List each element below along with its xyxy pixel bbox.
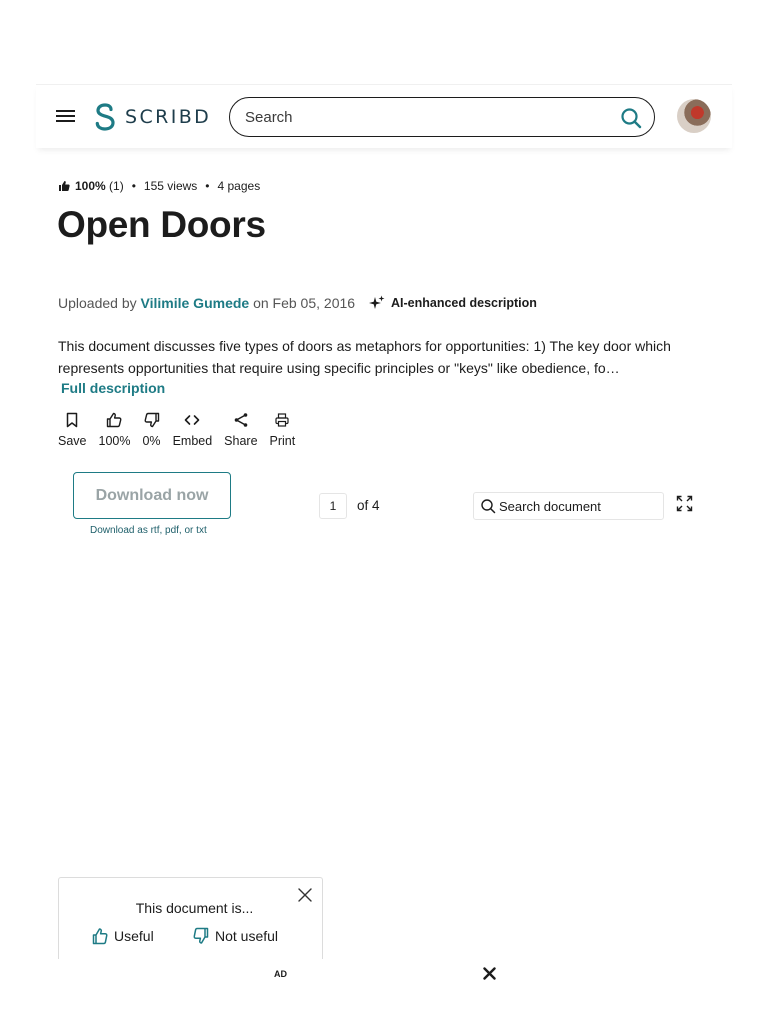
upload-date: on Feb 05, 2016 [253, 295, 356, 311]
dislike-percent: 0% [142, 434, 161, 448]
not-useful-label: Not useful [215, 928, 279, 944]
search-icon [480, 498, 496, 514]
page-number-input[interactable] [319, 493, 347, 519]
ai-description-toggle[interactable] [369, 295, 537, 311]
like-button[interactable] [99, 412, 131, 448]
ai-description-label: AI-enhanced description [391, 296, 537, 310]
site-search [229, 97, 655, 137]
scribd-logo[interactable] [94, 101, 211, 133]
sparkle-icon [369, 295, 385, 311]
not-useful-button[interactable] [193, 927, 278, 945]
dislike-button[interactable] [142, 412, 160, 448]
ad-label: AD [274, 969, 287, 979]
close-icon[interactable] [483, 967, 496, 980]
useful-label: Useful [114, 928, 154, 944]
rating-count: (1) [109, 179, 124, 193]
page-count: 4 pages [217, 179, 261, 193]
thumbs-down-outline-icon [144, 412, 160, 428]
brand-name: SCRIBD [125, 106, 212, 128]
download-formats: Download as rtf, pdf, or txt [90, 525, 207, 536]
full-description-link[interactable]: Full description [61, 380, 166, 396]
print-button[interactable] [270, 412, 296, 448]
useful-button[interactable] [92, 927, 154, 945]
user-avatar[interactable] [677, 99, 711, 133]
thumbs-up-outline-icon [106, 412, 122, 428]
bookmark-icon [64, 412, 80, 428]
feedback-widget [58, 877, 323, 961]
save-button[interactable] [58, 412, 87, 448]
search-input[interactable] [245, 109, 605, 126]
thumbs-up-icon [58, 180, 70, 192]
upload-info [58, 295, 355, 311]
uploader-link[interactable]: Vilimile Gumede [140, 295, 250, 311]
uploaded-by-label: Uploaded by [58, 295, 137, 311]
scribd-logo-icon [94, 103, 116, 131]
thumbs-up-outline-icon [92, 927, 108, 945]
share-icon [233, 412, 249, 428]
document-title: Open Doors [57, 204, 266, 245]
share-label: Share [224, 434, 258, 448]
rating-percent: 100% [75, 179, 106, 193]
top-header [36, 84, 732, 148]
thumbs-down-outline-icon [193, 927, 209, 945]
save-label: Save [58, 434, 87, 448]
ad-banner [0, 959, 768, 1024]
document-search-input[interactable] [499, 499, 659, 514]
document-description: This document discusses five types of doors as metaphors for opportunities: 1) The key door which represents opportunities that require using specific principles or "keys" like obedience, fo… [58, 338, 671, 376]
embed-button[interactable] [173, 412, 213, 448]
like-percent: 100% [98, 434, 131, 448]
feedback-title: This document is... [135, 900, 254, 916]
view-count: 155 views [143, 179, 198, 193]
total-pages: of 4 [357, 498, 380, 513]
document-search [473, 492, 664, 520]
download-button[interactable]: Download now [73, 472, 231, 519]
printer-icon [274, 412, 290, 428]
fullscreen-icon[interactable] [676, 495, 693, 512]
embed-label: Embed [172, 434, 213, 448]
print-label: Print [269, 434, 296, 448]
document-actions [58, 412, 307, 448]
share-button[interactable] [224, 412, 257, 448]
search-icon[interactable] [620, 107, 642, 129]
code-icon [184, 412, 200, 428]
document-stats: 100% (1) • 155 views • 4 pages [58, 179, 260, 193]
menu-icon[interactable] [56, 107, 78, 125]
